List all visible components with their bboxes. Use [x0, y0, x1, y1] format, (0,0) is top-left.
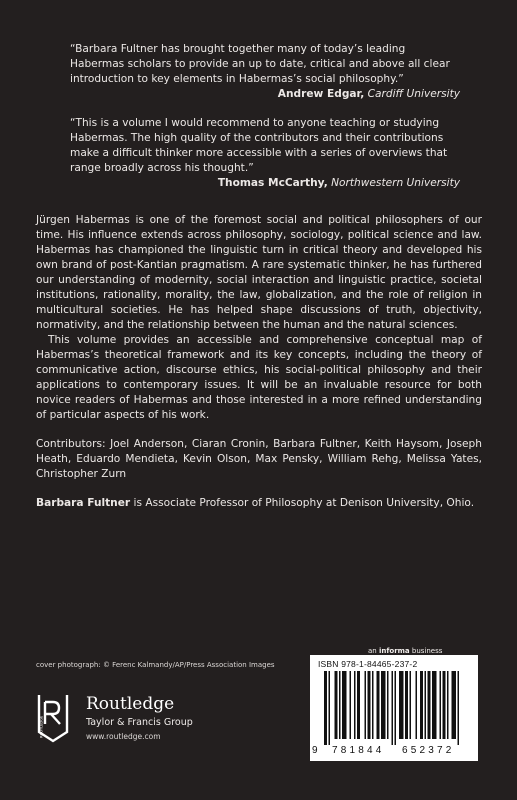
- barcode-bar: [428, 671, 431, 739]
- informa-brand: informa: [378, 647, 410, 655]
- informa-tagline: [368, 647, 442, 655]
- publisher-group: Taylor & Francis Group: [86, 717, 193, 728]
- cover-photo-credit: cover photograph: © Ferenc Kalmandy/AP/Press Association Images: [36, 661, 275, 669]
- barcode-icon: [318, 671, 470, 745]
- barcode-bar: [342, 671, 347, 739]
- barcode-digit-group: 652372: [402, 745, 455, 756]
- barcode-bar: [392, 671, 394, 745]
- quote-text: “This is a volume I would recommend to anyone teaching or studying Habermas. The high quality of the contributors and their contributions make a difficult thinker more accessible with a series of overviews that range broadly across his thought.”: [70, 117, 448, 174]
- barcode-bar: [335, 671, 338, 739]
- routledge-logo-icon: [36, 692, 70, 744]
- endorsement-quote: [70, 42, 460, 102]
- barcode-bar: [420, 671, 423, 739]
- quote-affiliation: Northwestern University: [331, 177, 460, 189]
- barcode-bar: [452, 671, 457, 739]
- barcode-bar: [443, 671, 446, 739]
- barcode-bar: [458, 671, 460, 745]
- barcode-bar: [440, 671, 442, 739]
- endorsements: [70, 42, 460, 205]
- isbn-barcode: [310, 655, 478, 761]
- informa-suffix: business: [409, 647, 443, 655]
- description-paragraph: Jürgen Habermas is one of the foremost social and political philosophers of our time. His influence extends across philosophy, sociology, political science and law. Habermas has championed the linguistic turn in critical theory and developed his own brand of post-Kantian pragmatism. A rare systematic thinker, he has furthered our understanding of modernity, social interaction and linguistic practice, societal institutions, rationality, morality, the law, globalization, and the role of religion in multicultural societies. He has helped shape discussions of truth, objectivity, normativity, and the relationship between the human and the natural sciences.: [36, 214, 482, 331]
- book-description: [36, 213, 482, 511]
- publisher-url: www.routledge.com: [86, 732, 161, 741]
- endorsement-quote: [70, 116, 460, 191]
- barcode-digit-group: 781844: [332, 745, 385, 756]
- barcode-bar: [387, 671, 389, 739]
- contributors-list: Contributors: Joel Anderson, Ciaran Cronin, Barbara Fultner, Keith Haysom, Joseph Heath, Eduardo Mendieta, Kevin Olson, Max Pensky, William Rehg, Melissa Yates, Christopher Zurn: [36, 438, 482, 480]
- barcode-bar: [405, 671, 408, 739]
- quote-attribution: [70, 176, 460, 191]
- barcode-bar: [432, 671, 437, 739]
- quote-attribution: [70, 87, 460, 102]
- quote-author: Andrew Edgar,: [277, 88, 365, 100]
- barcode-bar: [350, 671, 352, 739]
- barcode-bar: [447, 671, 449, 739]
- barcode-bar: [365, 671, 367, 739]
- barcode-lead-digit: 9: [312, 745, 318, 756]
- quote-author: Thomas McCarthy,: [217, 177, 328, 189]
- barcode-bar: [425, 671, 427, 739]
- barcode-bar: [410, 671, 412, 739]
- barcode-bar: [416, 671, 418, 739]
- barcode-bar: [381, 671, 386, 739]
- informa-prefix: an: [368, 647, 379, 655]
- barcode-bar: [395, 671, 397, 745]
- barcode-bar: [339, 671, 341, 739]
- barcode-bar: [329, 671, 331, 745]
- quote-affiliation: Cardiff University: [367, 88, 460, 100]
- publisher-name: Routledge: [86, 694, 175, 714]
- barcode-bar: [354, 671, 356, 739]
- barcode-bar: [357, 671, 360, 739]
- description-paragraph: This volume provides an accessible and comprehensive conceptual map of Habermas’s theoretical framework and its key concepts, including the theory of communicative action, discourse ethics, his social-political philosophy and their applications to contemporary issues. It will be an invaluable resource for both novice readers of Habermas and those interested in a more refined understanding of particular aspects of his work.: [36, 334, 482, 421]
- barcode-bar: [324, 671, 327, 745]
- logo-mark-text: ROUTLEDGE: [39, 715, 44, 738]
- isbn-label: ISBN 978-1-84465-237-2: [318, 659, 418, 669]
- author-bio-text: is Associate Professor of Philosophy at Denison University, Ohio.: [130, 497, 475, 509]
- barcode-bar: [372, 671, 374, 739]
- quote-text: “Barbara Fultner has brought together many of today’s leading Habermas scholars to provide an up to date, critical and above all clear introduction to key elements in Habermas’s social philosophy.”: [70, 43, 450, 85]
- barcode-bar: [377, 671, 380, 739]
- barcode-bar: [368, 671, 371, 739]
- publisher-logo: [36, 692, 236, 752]
- barcode-bar: [399, 671, 404, 739]
- author-name: Barbara Fultner: [36, 497, 131, 509]
- author-bio: [36, 496, 482, 511]
